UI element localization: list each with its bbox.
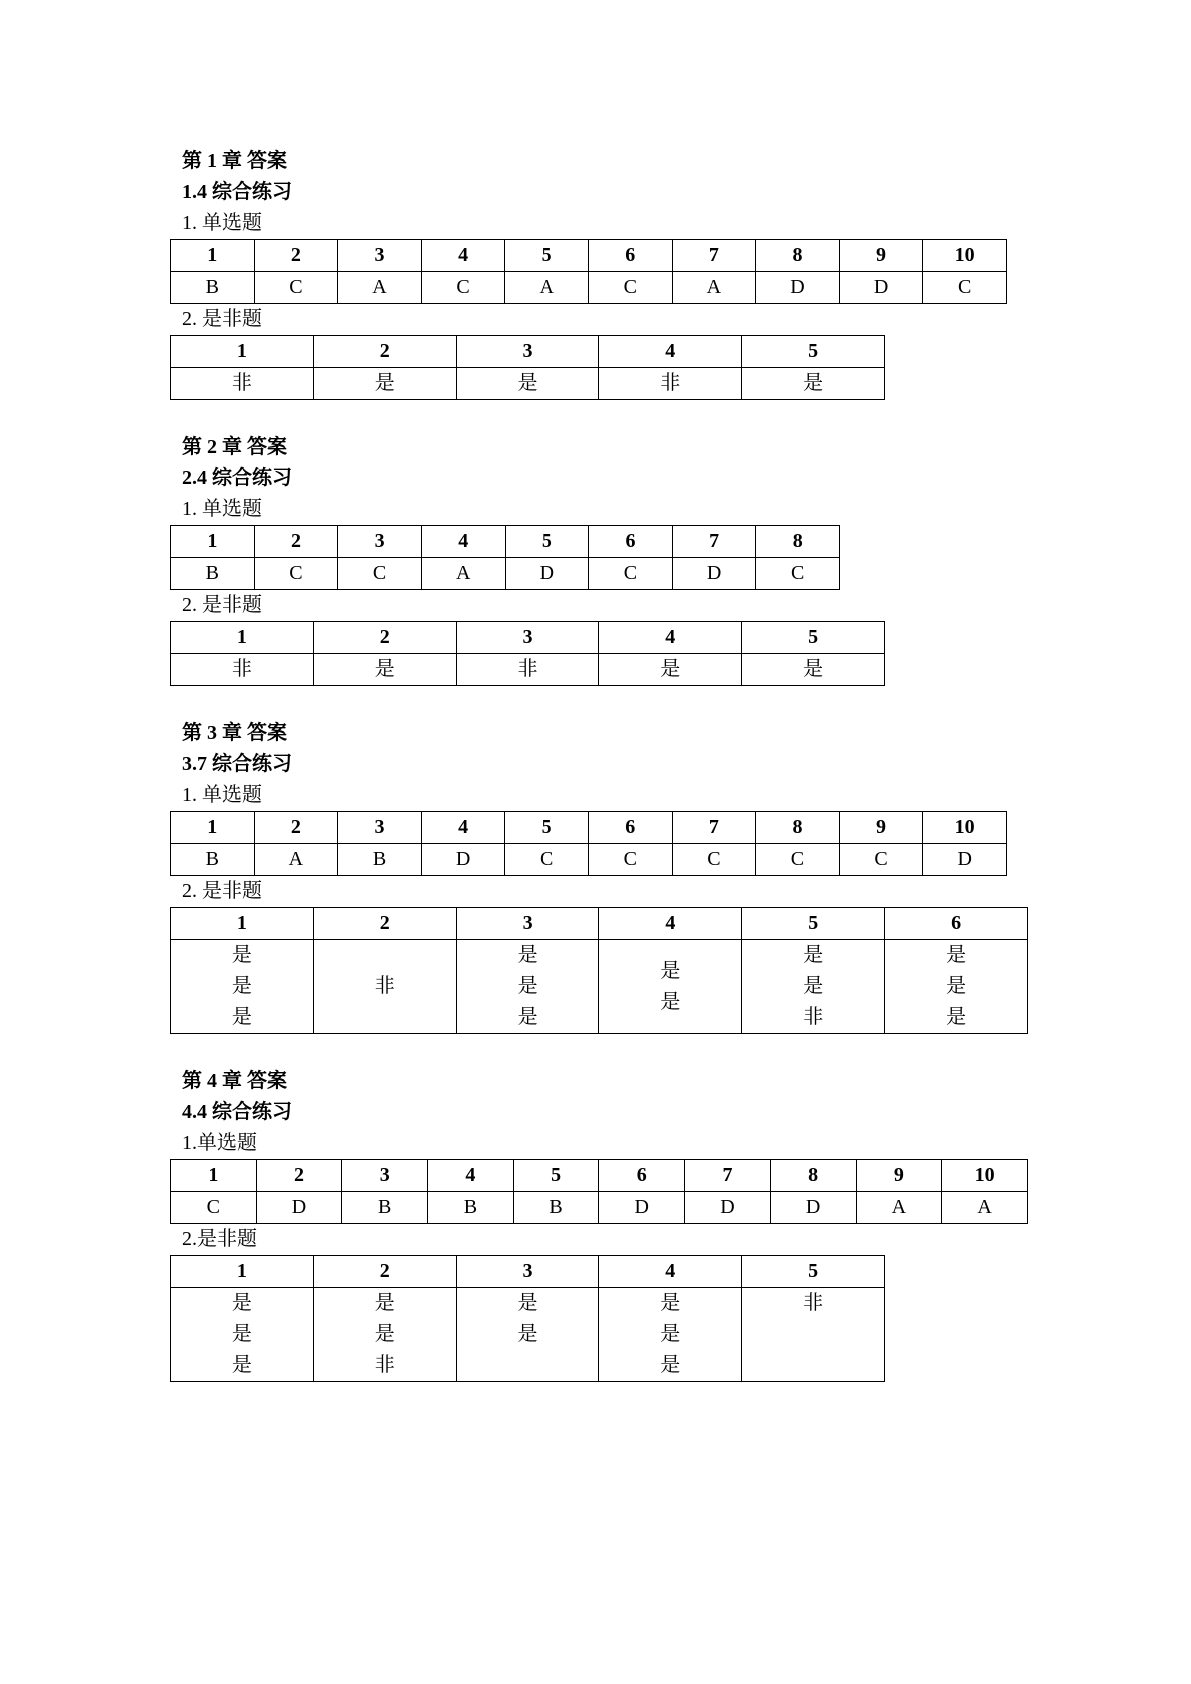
mc-answer-cell: D (923, 844, 1007, 876)
tf-table (170, 621, 885, 686)
tf-label: 2. 是非题 (182, 880, 262, 902)
mc-answer-cell: A (338, 272, 422, 304)
tf-answer-cell (742, 1288, 885, 1382)
mc-header-cell: 7 (685, 1160, 771, 1192)
mc-header-cell: 3 (338, 526, 422, 558)
mc-answer-cell: A (856, 1192, 942, 1224)
tf-answer-row (171, 940, 1028, 1034)
mc-header-cell: 5 (505, 812, 589, 844)
tf-header-cell: 2 (313, 908, 456, 940)
tf-header-cell: 5 (742, 1256, 885, 1288)
mc-answer-cell: C (421, 272, 505, 304)
tf-header-cell: 1 (171, 1256, 314, 1288)
mc-answer-cell: D (770, 1192, 856, 1224)
tf-answer-line: 是 (946, 944, 967, 966)
mc-header-cell: 1 (171, 1160, 257, 1192)
mc-label: 1. 单选题 (182, 784, 262, 806)
tf-answer-row (171, 654, 885, 686)
chapter-3 (170, 718, 1050, 1034)
tf-answer-cell: 非 (171, 368, 314, 400)
tf-answer-cell (171, 940, 314, 1034)
mc-label: 1. 单选题 (182, 212, 262, 234)
mc-header-cell: 8 (770, 1160, 856, 1192)
mc-answer-cell: C (505, 844, 589, 876)
mc-header-cell: 1 (171, 526, 255, 558)
mc-header-cell: 2 (254, 526, 338, 558)
section-title: 2.4 综合练习 (182, 467, 292, 489)
mc-header-row (171, 240, 1007, 272)
tf-header-cell: 2 (313, 336, 456, 368)
tf-answer-cell (313, 1288, 456, 1382)
tf-label: 2. 是非题 (182, 308, 262, 330)
mc-answer-cell: C (338, 558, 422, 590)
mc-table (170, 525, 840, 590)
mc-header-cell: 5 (513, 1160, 599, 1192)
tf-answer-cell (456, 1288, 599, 1382)
tf-answer-row (171, 1288, 885, 1382)
mc-answer-row (171, 1192, 1028, 1224)
mc-answer-cell: B (342, 1192, 428, 1224)
tf-answer-line: 非 (374, 975, 395, 997)
tf-answer-line: 是 (517, 1323, 538, 1345)
tf-answer-line: 是 (803, 944, 824, 966)
chapter-title: 第 2 章 答案 (182, 436, 287, 458)
chapter-1 (170, 146, 1050, 400)
mc-header-cell: 4 (428, 1160, 514, 1192)
mc-header-cell: 4 (421, 526, 505, 558)
tf-answer-cell (599, 940, 742, 1034)
mc-answer-cell: D (256, 1192, 342, 1224)
tf-header-cell: 2 (313, 622, 456, 654)
mc-header-cell: 9 (839, 240, 923, 272)
mc-table (170, 1159, 1028, 1224)
tf-header-cell: 3 (456, 908, 599, 940)
mc-answer-cell: C (589, 558, 673, 590)
tf-header-cell: 5 (742, 622, 885, 654)
mc-header-cell: 3 (338, 240, 422, 272)
mc-answer-cell: D (599, 1192, 685, 1224)
mc-header-cell: 7 (672, 812, 756, 844)
tf-answer-line: 非 (803, 1292, 824, 1314)
mc-answer-cell: B (171, 844, 255, 876)
section-title: 4.4 综合练习 (182, 1101, 292, 1123)
mc-header-cell: 6 (599, 1160, 685, 1192)
mc-label: 1. 单选题 (182, 498, 262, 520)
tf-label: 2. 是非题 (182, 594, 262, 616)
mc-answer-cell: D (672, 558, 756, 590)
tf-answer-line: 是 (517, 1006, 538, 1028)
mc-header-cell: 2 (254, 812, 338, 844)
mc-table (170, 239, 1007, 304)
mc-answer-cell: C (588, 844, 672, 876)
mc-answer-cell: C (254, 272, 338, 304)
tf-header-cell: 1 (171, 622, 314, 654)
mc-header-row (171, 1160, 1028, 1192)
tf-answer-row (171, 368, 885, 400)
tf-answer-cell (885, 940, 1028, 1034)
tf-table (170, 907, 1028, 1034)
tf-header-cell: 3 (456, 1256, 599, 1288)
mc-header-cell: 5 (505, 526, 589, 558)
mc-header-cell: 5 (505, 240, 589, 272)
section-title: 3.7 综合练习 (182, 753, 292, 775)
mc-header-row (171, 812, 1007, 844)
mc-answer-cell: A (421, 558, 505, 590)
tf-answer-line: 是 (517, 1292, 538, 1314)
mc-answer-cell: B (338, 844, 422, 876)
mc-header-cell: 10 (923, 812, 1007, 844)
tf-answer-cell: 是 (742, 654, 885, 686)
mc-header-cell: 2 (254, 240, 338, 272)
mc-header-cell: 3 (338, 812, 422, 844)
tf-answer-cell: 是 (742, 368, 885, 400)
tf-answer-line: 是 (660, 1354, 681, 1376)
tf-header-cell: 1 (171, 908, 314, 940)
tf-answer-cell: 非 (456, 654, 599, 686)
mc-header-cell: 9 (839, 812, 923, 844)
tf-answer-cell: 是 (599, 654, 742, 686)
mc-header-cell: 6 (588, 240, 672, 272)
tf-header-cell: 1 (171, 336, 314, 368)
tf-header-cell: 5 (742, 336, 885, 368)
mc-answer-row (171, 272, 1007, 304)
mc-header-cell: 7 (672, 240, 756, 272)
tf-header-cell: 4 (599, 336, 742, 368)
mc-answer-cell: C (839, 844, 923, 876)
tf-answer-cell (742, 940, 885, 1034)
tf-answer-line: 是 (660, 1292, 681, 1314)
mc-answer-row (171, 558, 840, 590)
tf-header-cell: 5 (742, 908, 885, 940)
mc-answer-cell: D (505, 558, 589, 590)
mc-answer-cell: A (672, 272, 756, 304)
section-title: 1.4 综合练习 (182, 181, 292, 203)
mc-header-cell: 7 (672, 526, 756, 558)
mc-answer-cell: B (428, 1192, 514, 1224)
tf-answer-line: 是 (660, 990, 681, 1013)
mc-header-cell: 8 (756, 240, 840, 272)
tf-header-cell: 4 (599, 622, 742, 654)
tf-answer-cell (171, 1288, 314, 1382)
tf-label: 2.是非题 (182, 1228, 257, 1250)
mc-header-cell: 3 (342, 1160, 428, 1192)
mc-header-cell: 10 (923, 240, 1007, 272)
tf-answer-line: 是 (231, 1292, 252, 1314)
tf-answer-cell (313, 940, 456, 1034)
tf-header-cell: 4 (599, 1256, 742, 1288)
tf-answer-line: 是 (374, 1292, 395, 1314)
tf-answer-cell: 是 (313, 368, 456, 400)
mc-header-cell: 4 (421, 812, 505, 844)
tf-answer-line: 非 (803, 1006, 824, 1028)
mc-header-cell: 6 (588, 812, 672, 844)
tf-answer-line: 是 (231, 975, 252, 997)
mc-answer-row (171, 844, 1007, 876)
tf-answer-line: 非 (374, 1354, 395, 1376)
mc-answer-cell: A (254, 844, 338, 876)
mc-answer-cell: D (421, 844, 505, 876)
mc-answer-cell: C (756, 844, 840, 876)
mc-header-cell: 1 (171, 812, 255, 844)
tf-answer-line: 是 (517, 944, 538, 966)
tf-answer-cell: 非 (599, 368, 742, 400)
tf-answer-line: 是 (517, 975, 538, 997)
chapter-title: 第 3 章 答案 (182, 722, 287, 744)
tf-answer-cell: 是 (313, 654, 456, 686)
mc-answer-cell: C (588, 272, 672, 304)
mc-label: 1.单选题 (182, 1132, 257, 1154)
mc-answer-cell: D (756, 272, 840, 304)
tf-header-cell: 2 (313, 1256, 456, 1288)
tf-header-cell: 4 (599, 908, 742, 940)
mc-answer-cell: C (923, 272, 1007, 304)
mc-header-cell: 6 (589, 526, 673, 558)
mc-answer-cell: B (513, 1192, 599, 1224)
mc-answer-cell: B (171, 558, 255, 590)
mc-header-cell: 8 (756, 526, 840, 558)
tf-table (170, 1255, 885, 1382)
tf-header-row (171, 1256, 885, 1288)
tf-answer-line: 是 (946, 975, 967, 997)
tf-header-cell: 6 (885, 908, 1028, 940)
tf-header-cell: 3 (456, 336, 599, 368)
tf-answer-line: 是 (231, 1323, 252, 1345)
tf-answer-line: 是 (231, 1354, 252, 1376)
tf-header-row (171, 336, 885, 368)
tf-header-row (171, 908, 1028, 940)
tf-answer-line: 是 (231, 944, 252, 966)
mc-answer-cell: D (685, 1192, 771, 1224)
chapter-2 (170, 432, 1050, 686)
mc-answer-cell: A (942, 1192, 1028, 1224)
tf-answer-cell: 非 (171, 654, 314, 686)
tf-header-row (171, 622, 885, 654)
tf-table (170, 335, 885, 400)
tf-answer-line: 是 (231, 1006, 252, 1028)
mc-header-row (171, 526, 840, 558)
mc-answer-cell: C (254, 558, 338, 590)
tf-answer-line: 是 (803, 975, 824, 997)
mc-header-cell: 8 (756, 812, 840, 844)
chapter-4 (170, 1066, 1050, 1382)
mc-header-cell: 4 (421, 240, 505, 272)
mc-answer-cell: C (171, 1192, 257, 1224)
answer-sheet (170, 146, 1050, 1382)
tf-answer-cell (599, 1288, 742, 1382)
tf-answer-cell: 是 (456, 368, 599, 400)
tf-header-cell: 3 (456, 622, 599, 654)
chapter-title: 第 1 章 答案 (182, 150, 287, 172)
mc-header-cell: 10 (942, 1160, 1028, 1192)
tf-answer-cell (456, 940, 599, 1034)
mc-table (170, 811, 1007, 876)
tf-answer-line: 是 (660, 1323, 681, 1345)
tf-answer-line: 是 (946, 1006, 967, 1028)
mc-answer-cell: B (171, 272, 255, 304)
tf-answer-line: 是 (374, 1323, 395, 1345)
tf-answer-line: 是 (660, 959, 681, 982)
mc-header-cell: 2 (256, 1160, 342, 1192)
mc-header-cell: 1 (171, 240, 255, 272)
mc-answer-cell: A (505, 272, 589, 304)
chapter-title: 第 4 章 答案 (182, 1070, 287, 1092)
mc-header-cell: 9 (856, 1160, 942, 1192)
mc-answer-cell: C (672, 844, 756, 876)
mc-answer-cell: C (756, 558, 840, 590)
mc-answer-cell: D (839, 272, 923, 304)
